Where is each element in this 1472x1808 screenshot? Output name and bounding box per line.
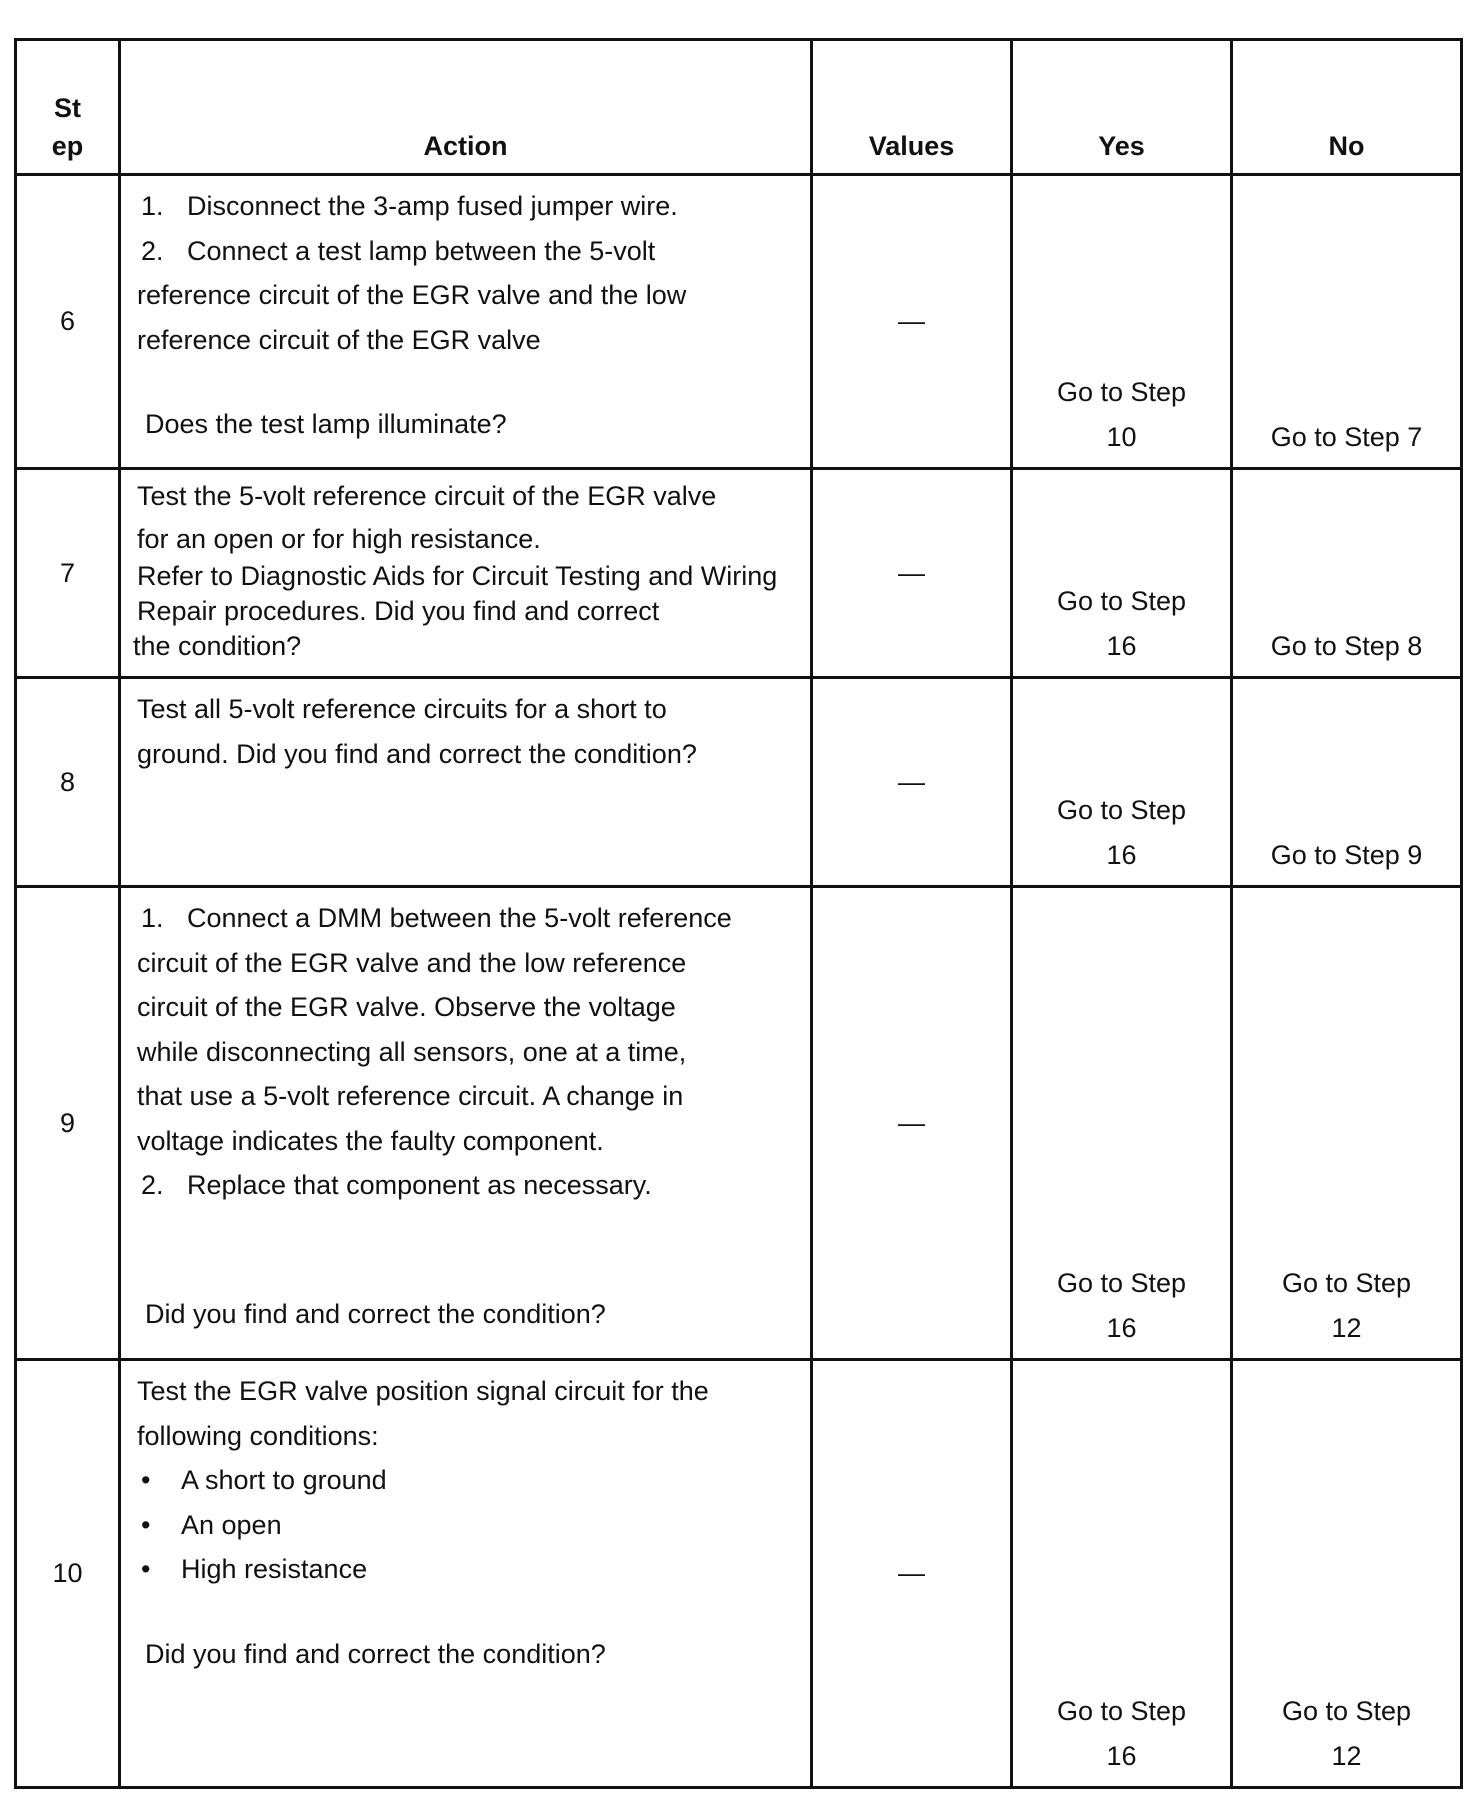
action-cell: Test the EGR valve position signal circuit for the following conditions: • A short to ground • An open • High resistance Did you find and correct the condition? [120,1360,812,1788]
no-cell: Go to Step 12 [1232,887,1462,1360]
header-row [16,40,1462,175]
yes-cell: Go to Step 16 [1012,1360,1232,1788]
header-step: St ep [16,40,120,175]
no-cell: Go to Step 12 [1232,1360,1462,1788]
action-cell: 1. Connect a DMM between the 5-volt reference circuit of the EGR valve and the low reference circuit of the EGR valve. Observe the voltage while disconnecting all sensors, one at a time, that use a 5-volt reference circuit. A change in voltage indicates the faulty component. 2. Replace that component as necessary. Did you find and correct the condition? [120,887,812,1360]
values-cell: — [812,175,1012,469]
step-number: 8 [16,678,120,887]
yes-cell: Go to Step 16 [1012,678,1232,887]
table-row [16,1360,1462,1788]
header-values: Values [812,40,1012,175]
no-cell: Go to Step 9 [1232,678,1462,887]
table-row [16,469,1462,678]
step-number: 9 [16,887,120,1360]
table-row [16,887,1462,1360]
bullet-icon: • [141,1554,151,1584]
header-yes: Yes [1012,40,1232,175]
action-cell: 1. Disconnect the 3-amp fused jumper wire. 2. Connect a test lamp between the 5-volt reference circuit of the EGR valve and the low reference circuit of the EGR valve Does the test lamp illuminate? [120,175,812,469]
no-cell: Go to Step 8 [1232,469,1462,678]
step-number: 6 [16,175,120,469]
step-number: 7 [16,469,120,678]
values-cell: — [812,469,1012,678]
action-cell: Test the 5-volt reference circuit of the EGR valve for an open or for high resistance. Refer to Diagnostic Aids for Circuit Testing and Wiring Repair procedures. Did you find and correct the condition? [120,469,812,678]
table-row [16,175,1462,469]
yes-cell: Go to Step 10 [1012,175,1232,469]
yes-cell: Go to Step 16 [1012,887,1232,1360]
step-number: 10 [16,1360,120,1788]
yes-cell: Go to Step 16 [1012,469,1232,678]
bullet-icon: • [141,1465,151,1495]
values-cell: — [812,1360,1012,1788]
table-row [16,678,1462,887]
header-no: No [1232,40,1462,175]
values-cell: — [812,678,1012,887]
no-cell: Go to Step 7 [1232,175,1462,469]
values-cell: — [812,887,1012,1360]
action-cell: Test all 5-volt reference circuits for a short to ground. Did you find and correct the condition? [120,678,812,887]
header-action: Action [120,40,812,175]
bullet-icon: • [141,1509,151,1540]
diagnostic-table [14,38,1463,1789]
